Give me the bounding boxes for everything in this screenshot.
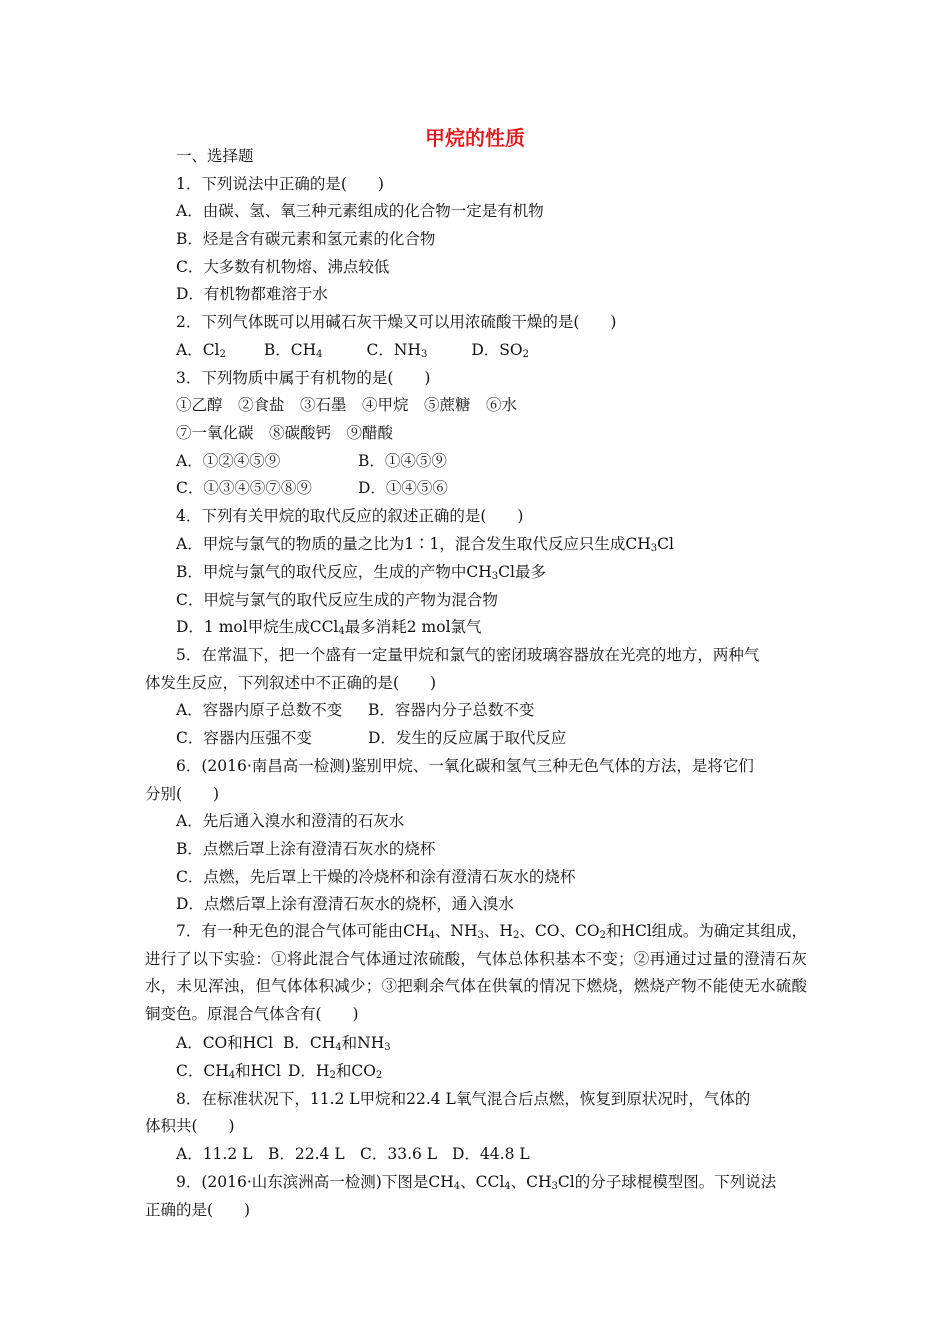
q6-stem-line-1: 6．(2016·南昌高一检测)鉴别甲烷、一氧化碳和氢气三种无色气体的方法，是将它们 (176, 757, 754, 775)
q7-option-b: B．$CH_4$和$NH_3$ (283, 1034, 391, 1053)
q6-stem-line-2: 分别( ) (145, 785, 220, 803)
q3-stem: 3．下列物质中属于有机物的是( ) (176, 369, 431, 387)
page-title: 甲烷的性质 (425, 126, 525, 150)
q3-items-line-1: ①乙醇 ②食盐 ③石墨 ④甲烷 ⑤蔗糖 ⑥水 (176, 396, 518, 414)
q8-option-d: D．44.8 L (452, 1145, 530, 1163)
q5-stem-line-1: 5．在常温下，把一个盛有一定量甲烷和氯气的密闭玻璃容器放在光亮的地方，两种气 (176, 646, 760, 664)
q5-option-a: A．容器内原子总数不变 (176, 701, 343, 719)
q4-option-c: C．甲烷与氯气的取代反应生成的产物为混合物 (176, 591, 498, 609)
q3-option-b: B．①④⑤⑨ (358, 452, 447, 470)
q4-option-d: D．1 mol甲烷生成CCl$_4$最多消耗2 mol氯气 (176, 618, 482, 637)
q9-stem-line-2: 正确的是( ) (145, 1201, 251, 1219)
q5-option-d: D．发生的反应属于取代反应 (368, 729, 567, 747)
q3-option-a: A．①②④⑤⑨ (176, 452, 281, 470)
q2-option-b: B．$CH_4$ (263, 341, 323, 360)
q1-option-c: C．大多数有机物熔、沸点较低 (176, 258, 390, 276)
q4-option-a: A．甲烷与氯气的物质的量之比为1∶1，混合发生取代反应只生成$CH_3Cl$ (176, 535, 674, 554)
q2-option-a: A．$Cl_2$ (176, 341, 226, 360)
q1-stem: 1．下列说法中正确的是( ) (176, 175, 384, 193)
q6-option-d: D．点燃后罩上涂有澄清石灰水的烧杯，通入溴水 (176, 895, 514, 913)
q5-stem-line-2: 体发生反应，下列叙述中不正确的是( ) (145, 674, 437, 692)
q5-option-b: B．容器内分子总数不变 (368, 701, 535, 719)
q5-option-c: C．容器内压强不变 (176, 729, 312, 747)
q7-option-d: D．$H_2$和$CO_2$ (288, 1062, 383, 1081)
q2-stem: 2．下列气体既可以用碱石灰干燥又可以用浓硫酸干燥的是( ) (176, 313, 617, 331)
q8-stem-line-2: 体积共( ) (145, 1117, 235, 1135)
q9-stem-line-1: 9．(2016·山东滨洲高一检测)下图是$CH_4$、CCl$_4$、$CH_3Cl$的分子球棍模型图。下列说法 (176, 1173, 777, 1192)
q3-option-d: D．①④⑤⑥ (358, 479, 448, 497)
q7-option-a: A．CO和HCl (176, 1034, 274, 1052)
q2-options (176, 340, 529, 360)
q6-option-a: A．先后通入溴水和澄清的石灰水 (176, 812, 405, 830)
q8-stem-line-1: 8．在标准状况下，11.2 L甲烷和22.4 L氧气混合后点燃，恢复到原状况时，气体的 (176, 1090, 751, 1108)
q8-option-c: C．33.6 L (360, 1145, 438, 1163)
q3-option-c: C．①③④⑤⑦⑧⑨ (176, 479, 312, 497)
q1-option-a: A．由碳、氢、氧三种元素组成的化合物一定是有机物 (176, 202, 544, 220)
q8-option-a: A．11.2 L (176, 1145, 253, 1163)
q3-items-line-2: ⑦一氧化碳 ⑧碳酸钙 ⑨醋酸 (176, 424, 394, 442)
q4-stem: 4．下列有关甲烷的取代反应的叙述正确的是( ) (176, 507, 524, 525)
section-heading: 一、选择题 (176, 147, 254, 165)
q1-option-b: B．烃是含有碳元素和氢元素的化合物 (176, 230, 436, 248)
q6-option-c: C．点燃，先后罩上干燥的冷烧杯和涂有澄清石灰水的烧杯 (176, 868, 576, 886)
q6-option-b: B．点燃后罩上涂有澄清石灰水的烧杯 (176, 840, 436, 858)
q8-option-b: B．22.4 L (268, 1145, 345, 1163)
q4-option-b: B．甲烷与氯气的取代反应，生成的产物中$CH_3Cl$最多 (176, 563, 546, 582)
q2-option-d: D．$SO_2$ (471, 341, 530, 360)
q7-option-c: C．$CH_4$和HCl (176, 1062, 281, 1081)
q7-stem: 7．有一种无色的混合气体可能由$CH_4$、$NH_3$、$H_2$、CO、$CO_2$和HCl组成。为确定其组成，进行了以下实验：①将此混合气体通过浓硫酸，气体总体积基本不变；②再通过过量的澄清石灰水，未见浑浊，但气体体积减少；③把剩余气体在供氧的情况下燃烧，燃烧产物不能使无水硫酸铜变色。原混合气体含有( ) (145, 922, 807, 1023)
q2-option-c: C．$NH_3$ (366, 341, 428, 360)
q1-option-d: D．有机物都难溶于水 (176, 285, 328, 303)
